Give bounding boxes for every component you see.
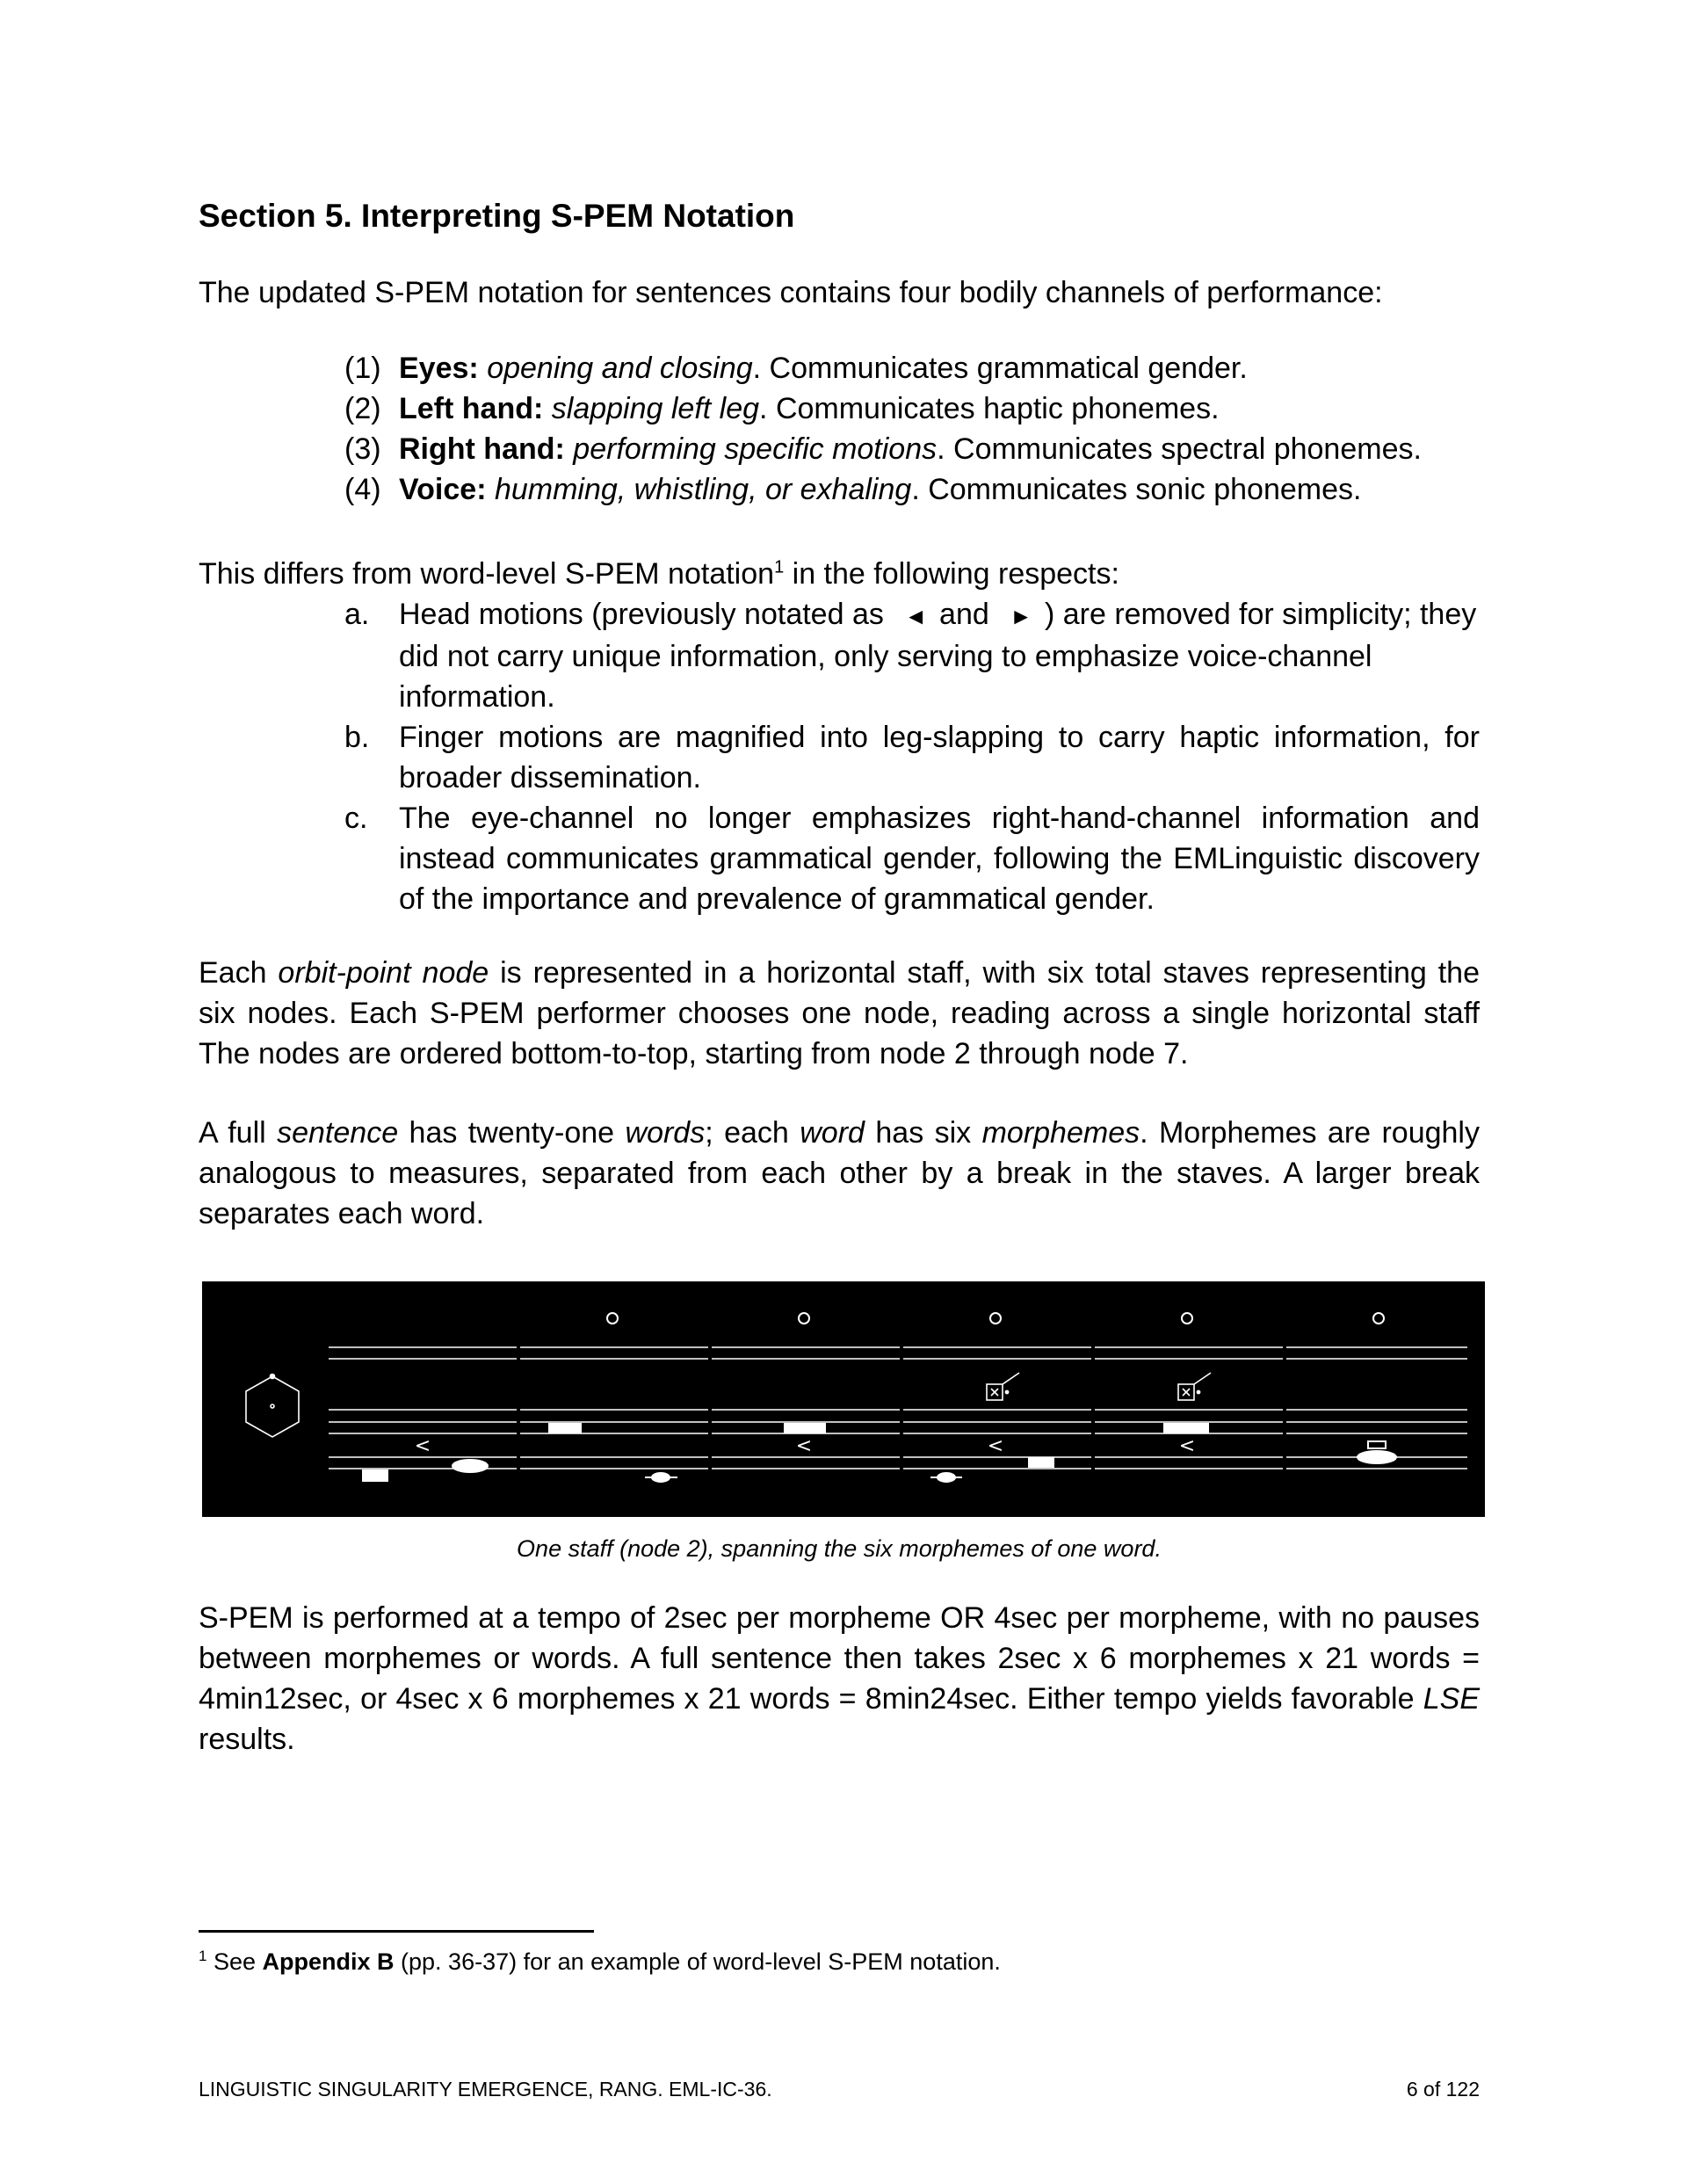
right-hand-box-icons [987, 1373, 1211, 1400]
appendix-link[interactable]: Appendix B [262, 1948, 395, 1975]
haptic-mark-m1 [362, 1469, 388, 1482]
haptic-mark-m5 [1163, 1423, 1209, 1433]
eye-mark-m5 [1182, 1313, 1192, 1324]
haptic-mark-m3 [784, 1423, 826, 1433]
footnote: $^1$ See Appendix B (pp. 36-37) for an example of word-level S-PEM notation. [199, 1948, 1001, 1975]
eye-mark-m2 [607, 1313, 618, 1324]
page-footer [199, 2076, 1480, 2102]
haptic-mark-m4 [1028, 1457, 1054, 1468]
haptic-rectangles [362, 1423, 1209, 1482]
difference-item-a: a. Head motions (previously notated as ◄ and ► ) are removed for simplicity; they did not carry unique information, only serving to emphasize voice-channel information. [344, 598, 1477, 714]
differences-list [344, 594, 1480, 919]
channel-item-eyes: (1) Eyes: opening and closing. Communicates grammatical gender. [344, 352, 1248, 385]
hand-box-icon-m4 [987, 1373, 1019, 1400]
staff-notation-svg [202, 1281, 1485, 1517]
staff-figure [202, 1281, 1485, 1517]
footer-document-title: LINGUISTIC SINGULARITY EMERGENCE, RANG. EML-IC-36. [199, 2078, 772, 2101]
voice-oval-m1 [453, 1460, 488, 1472]
tempo-paragraph: S-PEM is performed at a tempo of 2sec per morpheme OR 4sec per morpheme, with no pauses between morphemes or words. A full sentence then takes 2sec x 6 morphemes x 21 words = 4min12sec, or 4sec x 6 morphemes x 21 words = 8min24sec. Either tempo yields favorable LSE results. [199, 1601, 1480, 1756]
voice-symbols [415, 1435, 1195, 1457]
channel-item-voice: (4) Voice: humming, whistling, or exhaling. Communicates sonic phonemes. [344, 473, 1362, 506]
page-number: 6 of 122 [1406, 2078, 1480, 2101]
eye-circles [607, 1313, 1384, 1324]
staff-lines [329, 1347, 1467, 1469]
voice-ovals [453, 1441, 1396, 1482]
head-right-icon: ► [1010, 603, 1032, 629]
hand-box-icon-m5 [1178, 1373, 1211, 1400]
voice-mark-m3: < [795, 1435, 813, 1457]
footnote-separator [199, 1930, 594, 1933]
intro-paragraph: The updated S-PEM notation for sentences contains four bodily channels of performance: [199, 276, 1383, 309]
eye-mark-m4 [990, 1313, 1001, 1324]
sentence-paragraph: A full sentence has twenty-one words; each word has six morphemes. Morphemes are roughly analogous to measures, separated from each other by a break in the staves. A larger break separates each word. [199, 1116, 1480, 1230]
difference-item-c: c. The eye-channel no longer emphasizes right-hand-channel information and instead communicates grammatical gender, following the EMLinguistic discovery of the importance and prevalence of grammatical gender. [344, 802, 1480, 916]
voice-mark-m5: < [1178, 1435, 1196, 1457]
section-title: Section 5. Interpreting S-PEM Notation [199, 198, 795, 234]
channel-item-right-hand: (3) Right hand: performing specific motions. Communicates spectral phonemes. [344, 432, 1422, 466]
channel-item-left-hand: (2) Left hand: slapping left leg. Communicates haptic phonemes. [344, 392, 1220, 425]
difference-item-b: b. Finger motions are magnified into leg-slapping to carry haptic information, for broader dissemination. [344, 721, 1480, 795]
voice-oval-m6 [1358, 1451, 1396, 1463]
figure-caption: One staff (node 2), spanning the six morphemes of one word. [517, 1535, 1162, 1562]
voice-mark-m1: < [414, 1435, 431, 1457]
haptic-mark-m2 [548, 1423, 582, 1433]
footnote-ref[interactable]: 1 [774, 557, 785, 577]
eye-mark-m3 [799, 1313, 809, 1324]
voice-box-m6 [1368, 1441, 1386, 1448]
eye-mark-m6 [1373, 1313, 1384, 1324]
voice-mark-m4: < [987, 1435, 1004, 1457]
differs-paragraph: This differs from word-level S-PEM notation$^1$ in the following respects: [199, 557, 1119, 591]
orbit-paragraph: Each orbit-point node is represented in a horizontal staff, with six total staves representing the six nodes. Each S-PEM performer chooses one node, reading across a single horizontal staff The nodes are ordered bottom-to-top, starting from node 2 through node 7. [199, 956, 1480, 1070]
head-left-icon: ◄ [904, 603, 928, 629]
node-hexagon [246, 1375, 299, 1438]
channel-list [344, 348, 1478, 510]
